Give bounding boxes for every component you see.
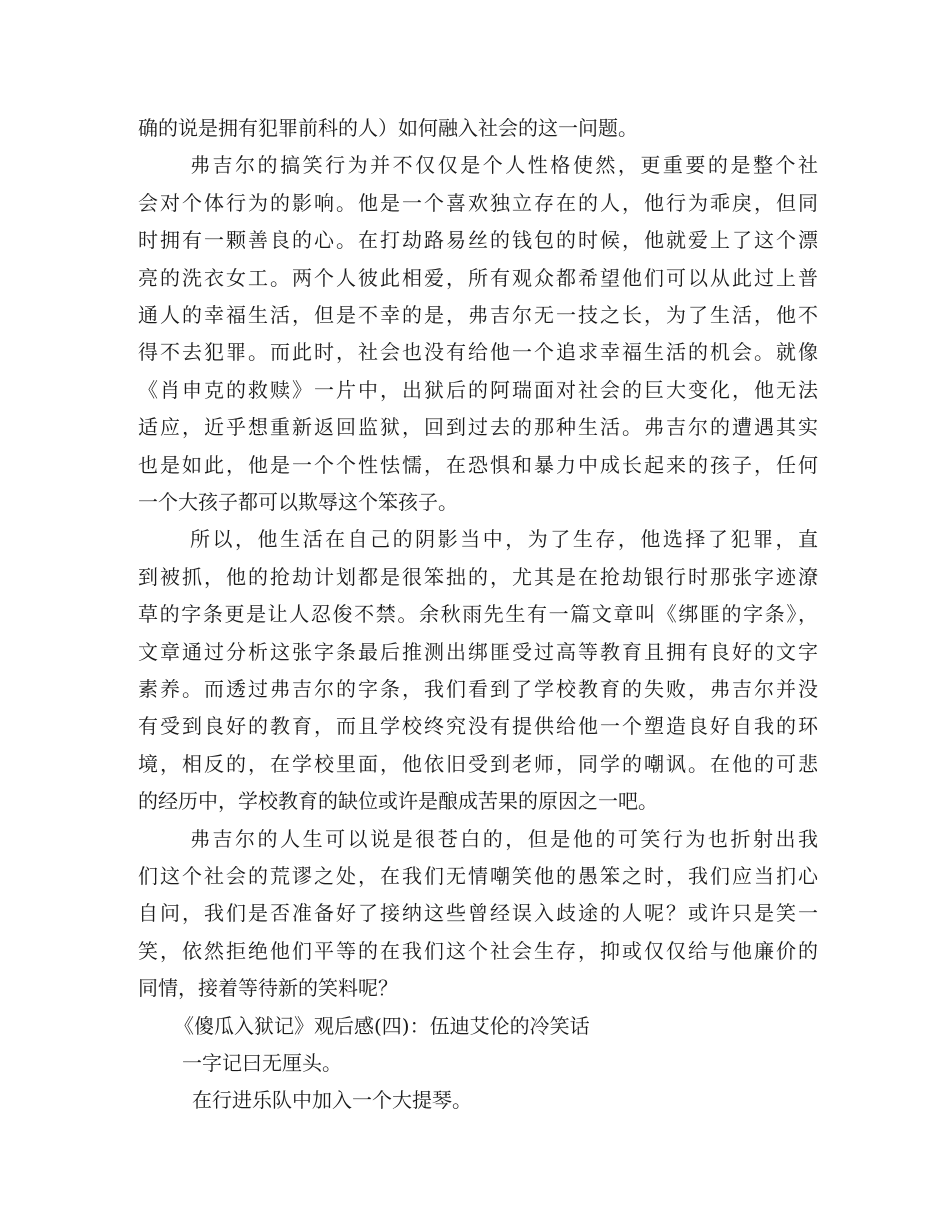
text-line: 自问，我们是否准备好了接纳这些曾经误入歧途的人呢？或许只是笑一 [138,901,818,925]
text-line: 适应，近乎想重新返回监狱，回到过去的那种生活。弗吉尔的遭遇其实 [138,415,818,439]
text-line: 境，相反的，在学校里面，他依旧受到老师，同学的嘲讽。在他的可悲 [138,752,818,776]
text-line: 确的说是拥有犯罪前科的人）如何融入社会的这一问题。 [138,116,638,140]
text-line: 文章通过分析这张字条最后推测出绑匪受过高等教育且拥有良好的文字 [138,640,818,664]
text-line: 有受到良好的教育，而且学校终究没有提供给他一个塑造良好自我的环 [138,714,818,738]
paragraph-start-line: 弗吉尔的搞笑行为并不仅仅是个人性格使然，更重要的是整个社 [190,153,818,177]
text-line: 的经历中，学校教育的缺位或许是酿成苦果的原因之一吧。 [138,789,658,813]
text-line: 到被抓，他的抢劫计划都是很笨拙的，尤其是在抢劫银行时那张字迹潦 [138,565,818,589]
paragraph-start-line: 所以，他生活在自己的阴影当中，为了生存，他选择了犯罪，直 [190,527,818,551]
text-line: 得不去犯罪。而此时，社会也没有给他一个追求幸福生活的机会。就像 [138,340,818,364]
text-line: 时拥有一颗善良的心。在打劫路易丝的钱包的时候，他就爱上了这个漂 [138,228,818,252]
text-line: 也是如此，他是一个个性怯懦，在恐惧和暴力中成长起来的孩子，任何 [138,453,818,477]
text-line: 素养。而透过弗吉尔的字条，我们看到了学校教育的失败，弗吉尔并没 [138,677,818,701]
text-line: 同情，接着等待新的笑料呢？ [138,976,398,1000]
text-line: 笑，依然拒绝他们平等的在我们这个社会生存，抑或仅仅给与他廉价的 [138,939,818,963]
section-heading: 《傻瓜入狱记》观后感(四)：伍迪艾伦的冷笑话 [174,1014,590,1038]
text-line: 会对个体行为的影响。他是一个喜欢独立存在的人，他行为乖戾，但同 [138,191,818,215]
text-line: 们这个社会的荒谬之处，在我们无情嘲笑他的愚笨之时，我们应当扪心 [138,864,818,888]
text-line: 一字记曰无厘头。 [182,1051,342,1075]
text-line: 一个大孩子都可以欺辱这个笨孩子。 [138,490,458,514]
text-line: 草的字条更是让人忍俊不禁。余秋雨先生有一篇文章叫《绑匪的字条》， [138,602,818,626]
paragraph-start-line: 弗吉尔的人生可以说是很苍白的，但是他的可笑行为也折射出我 [190,827,818,851]
text-line: 通人的幸福生活，但是不幸的是，弗吉尔无一技之长，为了生活，他不 [138,303,818,327]
text-line: 亮的洗衣女工。两个人彼此相爱，所有观众都希望他们可以从此过上普 [138,266,818,290]
text-line: 在行进乐队中加入一个大提琴。 [192,1088,472,1112]
text-line: 《肖申克的救赎》一片中，出狱后的阿瑞面对社会的巨大变化，他无法 [138,378,818,402]
